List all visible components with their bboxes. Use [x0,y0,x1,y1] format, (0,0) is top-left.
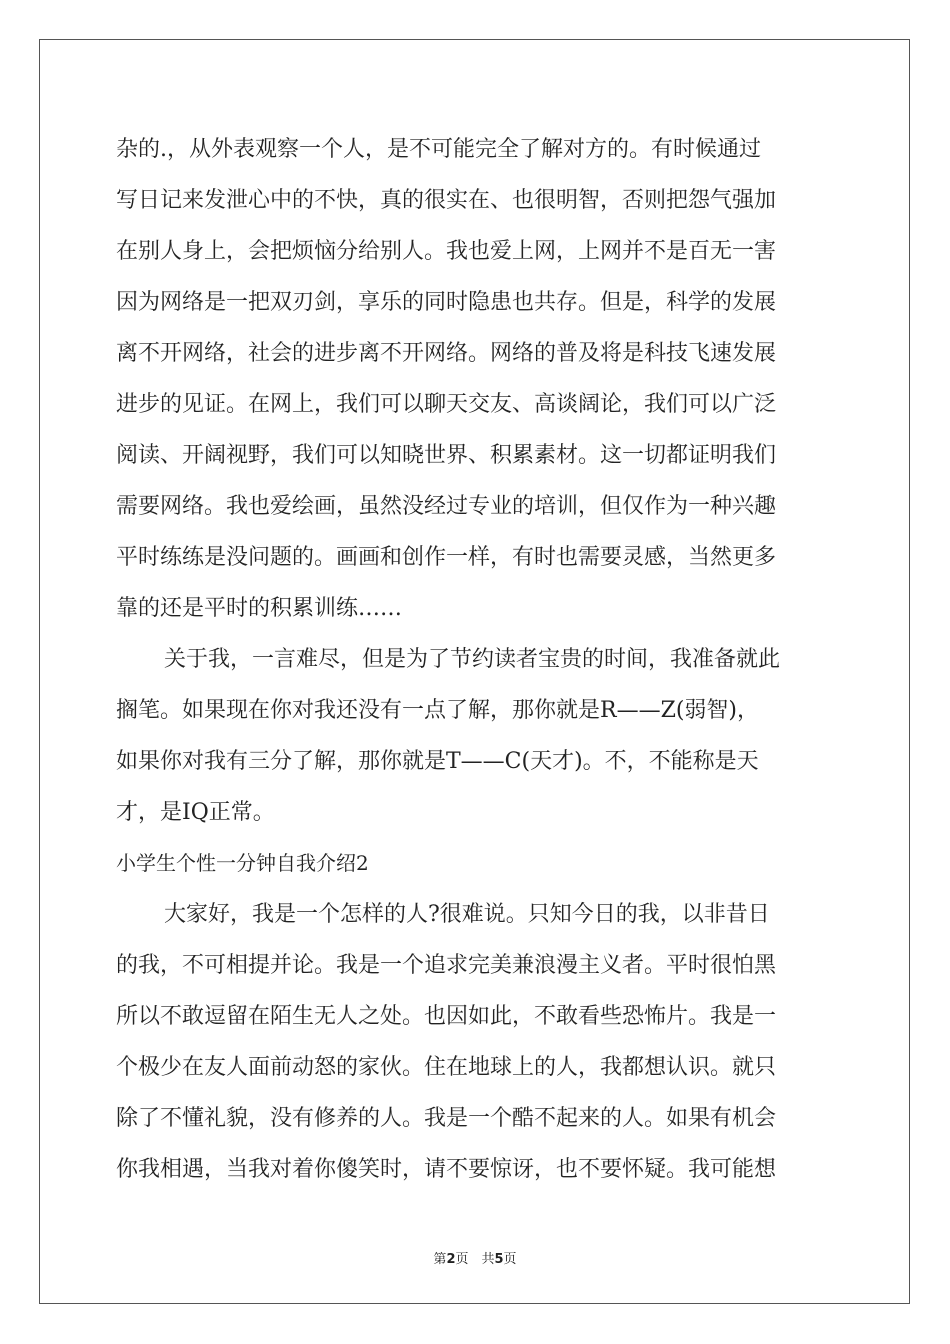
paragraph-2 [116,634,836,838]
footer-mid: 页 共 [455,1252,495,1267]
text-line: 才，是IQ正常。 [116,800,275,825]
text-line: 在别人身上，会把烦恼分给别人。我也爱上网，上网并不是百无一害 [116,239,777,264]
footer-suffix: 页 [503,1252,517,1267]
text-line: 进步的见证。在网上，我们可以聊天交友、高谈阔论，我们可以广泛 [116,392,777,417]
text-line: 需要网络。我也爱绘画，虽然没经过专业的培训，但仅作为一种兴趣 [116,494,777,519]
footer-prefix: 第 [433,1252,447,1267]
text-line: 因为网络是一把双刃剑，享乐的同时隐患也共存。但是，科学的发展 [116,290,777,315]
text-line: 阅读、开阔视野，我们可以知晓世界、积累素材。这一切都证明我们 [116,443,777,468]
document-body [116,124,836,1195]
text-line: 除了不懂礼貌，没有修养的人。我是一个酷不起来的人。如果有机会 [116,1106,777,1131]
text-line: 靠的还是平时的积累训练…… [116,596,403,621]
text-line: 你我相遇，当我对着你傻笑时，请不要惊讶，也不要怀疑。我可能想 [116,1157,777,1182]
page-footer [0,1248,950,1267]
text-line: 如果你对我有三分了解，那你就是T——C(天才)。不，不能称是天 [116,749,759,774]
text-line: 的我，不可相提并论。我是一个追求完美兼浪漫主义者。平时很怕黑 [116,953,777,978]
paragraph-3 [116,889,836,1195]
paragraph-1 [116,124,836,634]
text-line: 所以不敢逗留在陌生无人之处。也因如此，不敢看些恐怖片。我是一 [116,1004,777,1029]
text-line: 大家好，我是一个怎样的人?很难说。只知今日的我，以非昔日 [164,902,770,927]
text-line: 搁笔。如果现在你对我还没有一点了解，那你就是R——Z(弱智)， [116,698,760,723]
text-line: 离不开网络，社会的进步离不开网络。网络的普及将是科技飞速发展 [116,341,777,366]
total-page-count: 5 [494,1252,504,1267]
text-line: 个极少在友人面前动怒的家伙。住在地球上的人，我都想认识。就只 [116,1055,777,1080]
text-line: 关于我，一言难尽，但是为了节约读者宝贵的时间，我准备就此 [164,647,781,672]
text-line: 写日记来发泄心中的不快，真的很实在、也很明智，否则把怨气强加 [116,188,777,213]
section-heading: 小学生个性一分钟自我介绍2 [116,851,369,875]
text-line: 杂的.，从外表观察一个人，是不可能完全了解对方的。有时候通过 [116,137,761,162]
text-line: 平时练练是没问题的。画画和创作一样，有时也需要灵感，当然更多 [116,545,777,570]
current-page-number: 2 [446,1252,456,1267]
